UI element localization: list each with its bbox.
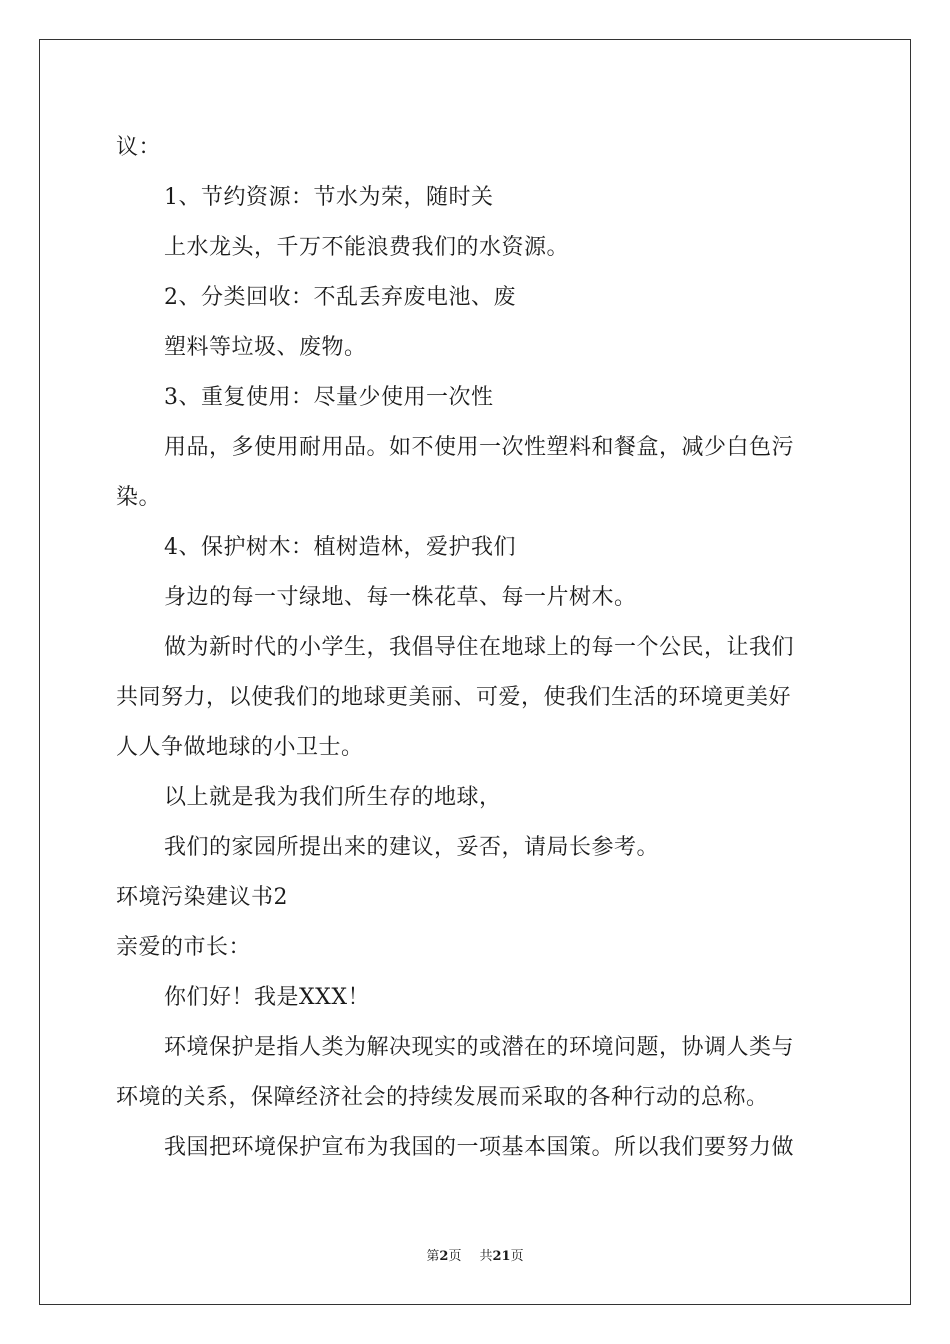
footer-total-pages: 21: [492, 1249, 511, 1264]
text-line: 环境保护是指人类为解决现实的或潜在的环境问题，协调人类与: [164, 1035, 795, 1060]
text-line: 塑料等垃圾、废物。: [164, 335, 367, 360]
text-line: 上水龙头，千万不能浪费我们的水资源。: [164, 235, 570, 260]
page-border: [39, 39, 911, 1305]
text-line: 你们好！我是XXX！: [164, 985, 370, 1010]
text-line: 1、节约资源：节水为荣，随时关: [164, 185, 494, 210]
text-line: 做为新时代的小学生，我倡导住在地球上的每一个公民，让我们: [164, 635, 795, 660]
footer-page-prefix: 第: [426, 1249, 440, 1264]
text-line: 议：: [116, 135, 162, 160]
text-line: 3、重复使用：尽量少使用一次性: [164, 385, 494, 410]
footer-page-suffix: 页: [448, 1249, 462, 1264]
text-line: 身边的每一寸绿地、每一株花草、每一片树木。: [164, 585, 637, 610]
text-line: 我国把环境保护宣布为我国的一项基本国策。所以我们要努力做: [164, 1135, 795, 1160]
salutation: 亲爱的市长：: [116, 935, 252, 960]
text-line: 以上就是我为我们所生存的地球，: [164, 785, 502, 810]
page-footer: [0, 1248, 950, 1266]
text-line: 人人争做地球的小卫士。: [116, 735, 364, 760]
footer-total-suffix: 页: [510, 1249, 524, 1264]
text-line: 用品，多使用耐用品。如不使用一次性塑料和餐盒，减少白色污: [164, 435, 795, 460]
text-line: 染。: [116, 485, 162, 510]
text-line: 4、保护树木：植树造林，爱护我们: [164, 535, 516, 560]
text-line: 我们的家园所提出来的建议，妥否，请局长参考。: [164, 835, 660, 860]
text-line: 2、分类回收：不乱丢弃废电池、废: [164, 285, 516, 310]
footer-page-number: 2: [439, 1249, 449, 1264]
text-line: 共同努力，以使我们的地球更美丽、可爱，使我们生活的环境更美好: [116, 685, 792, 710]
text-line: 环境的关系，保障经济社会的持续发展而采取的各种行动的总称。: [116, 1085, 769, 1110]
footer-total-prefix: 共: [479, 1249, 493, 1264]
section-title: 环境污染建议书2: [116, 885, 288, 910]
